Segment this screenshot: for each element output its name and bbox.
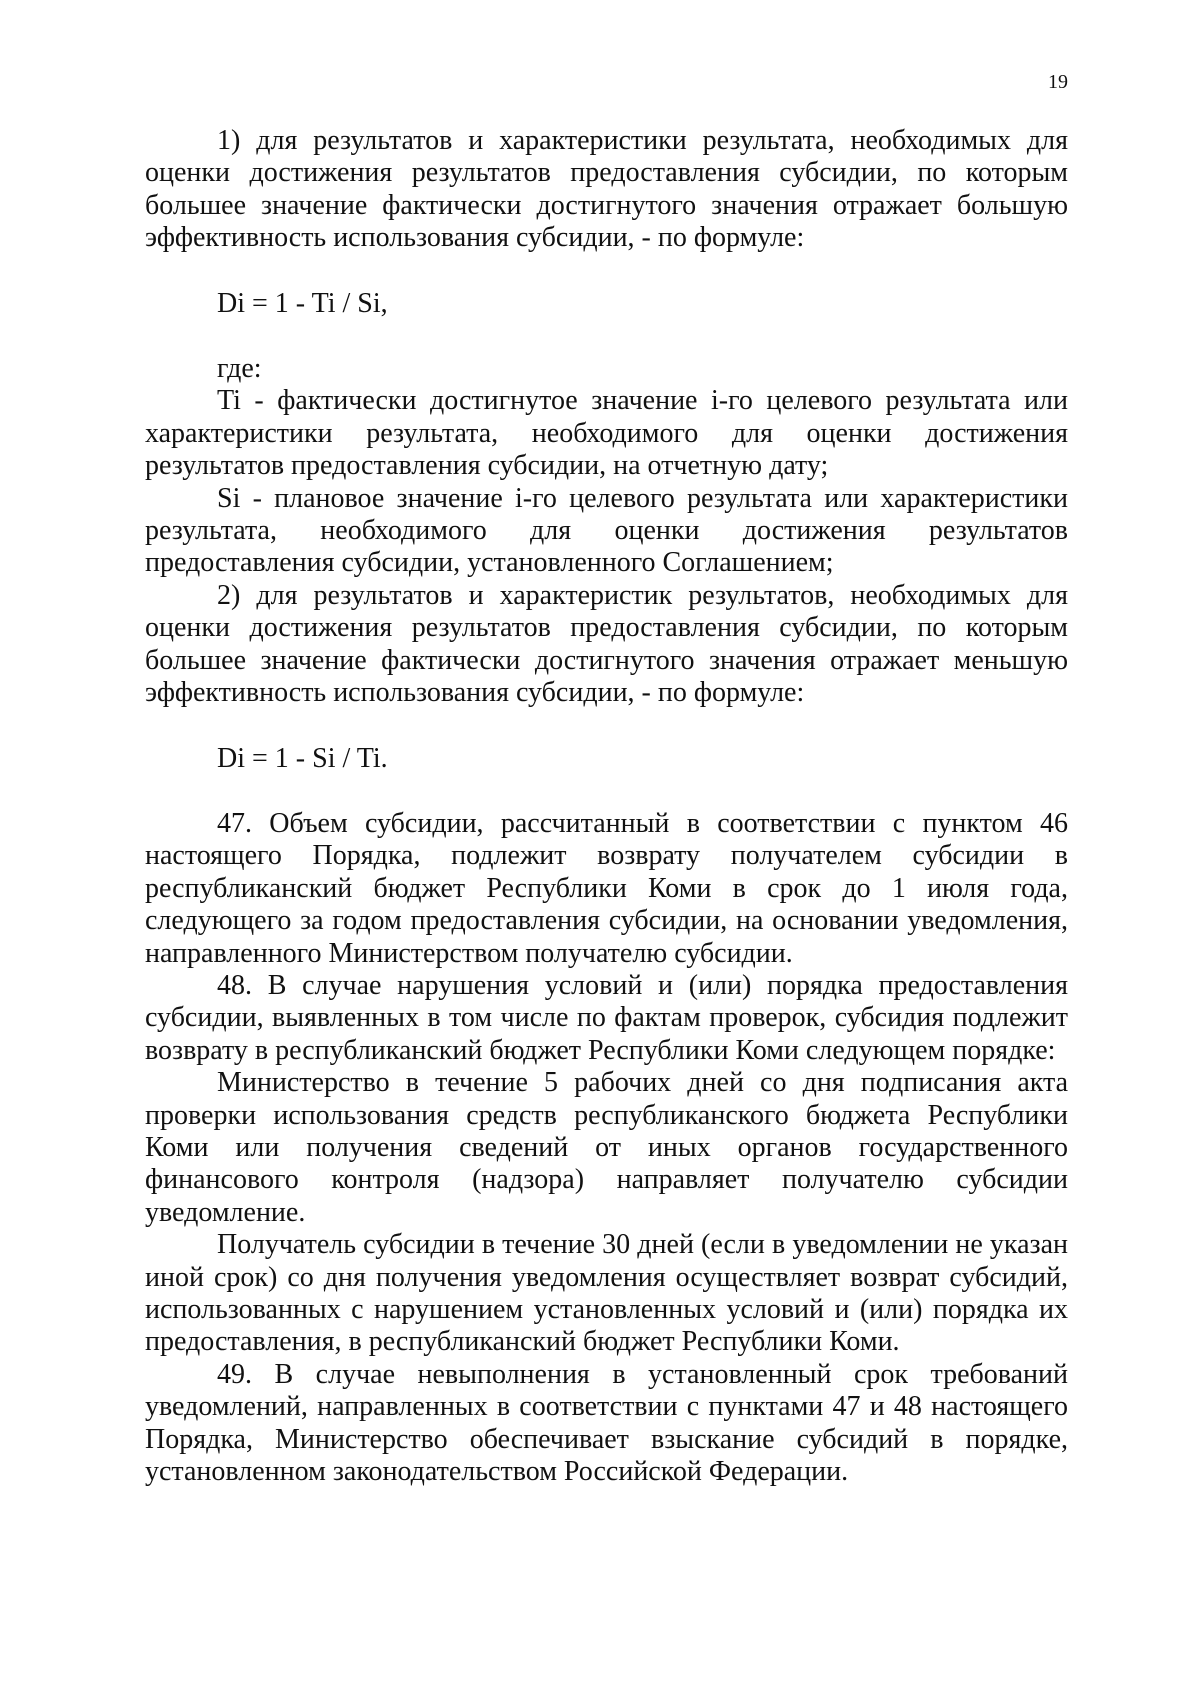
paragraph-item-1: 1) для результатов и характеристики результата, необходимых для оценки достижения результатов предоставления субсидии, по которым большее значение фактически достигнутого значения отражает большую эффективность использования субсидии, - по формуле: [145,125,1068,254]
paragraph-where: где: [217,353,262,385]
page-number: 19 [1048,71,1068,93]
paragraph-ti-definition: Ti - фактически достигнутое значение i-го целевого результата или характеристики результата, необходимого для оценки достижения результатов предоставления субсидии, на отчетную дату; [145,385,1068,482]
paragraph-49: 49. В случае невыполнения в установленный срок требований уведомлений, направленных в соответствии с пунктами 47 и 48 настоящего Порядка, Министерство обеспечивает взыскание субсидий в порядке, установленном законодательством Российской Федерации. [145,1358,1068,1488]
paragraph-si-definition: Si - плановое значение i-го целевого результата или характеристики результата, необходимого для оценки достижения результатов предоставления субсидии, установленного Соглашением; [145,482,1068,579]
formula-1: Di = 1 - Ti / Si, [217,287,388,319]
formula-2: Di = 1 - Si / Ti. [217,742,388,774]
paragraph-48-recipient: Получатель субсидии в течение 30 дней (если в уведомлении не указан иной срок) со дня получения уведомления осуществляет возврат субсидий, использованных с нарушением установленных условий и (или) порядка их предоставления, в республиканский бюджет Республики Коми. [145,1229,1068,1358]
paragraph-48-ministry: Министерство в течение 5 рабочих дней со дня подписания акта проверки использования средств республиканского бюджета Республики Коми или получения сведений от иных органов государственного финансового контроля (надзора) направляет получателю субсидии уведомление. [145,1067,1068,1228]
document-body [145,125,1068,1488]
paragraph-48: 48. В случае нарушения условий и (или) порядка предоставления субсидии, выявленных в том числе по фактам проверок, субсидия подлежит возврату в республиканский бюджет Республики Коми следующем порядке: [145,969,1068,1066]
paragraph-47: 47. Объем субсидии, рассчитанный в соответствии с пунктом 46 настоящего Порядка, подлежит возврату получателем субсидии в республиканский бюджет Республики Коми в срок до 1 июля года, следующего за годом предоставления субсидии, на основании уведомления, направленного Министерством получателю субсидии. [145,807,1068,969]
paragraph-item-2: 2) для результатов и характеристик результатов, необходимых для оценки достижения результатов предоставления субсидии, по которым большее значение фактически достигнутого значения отражает меньшую эффективность использования субсидии, - по формуле: [145,579,1068,709]
